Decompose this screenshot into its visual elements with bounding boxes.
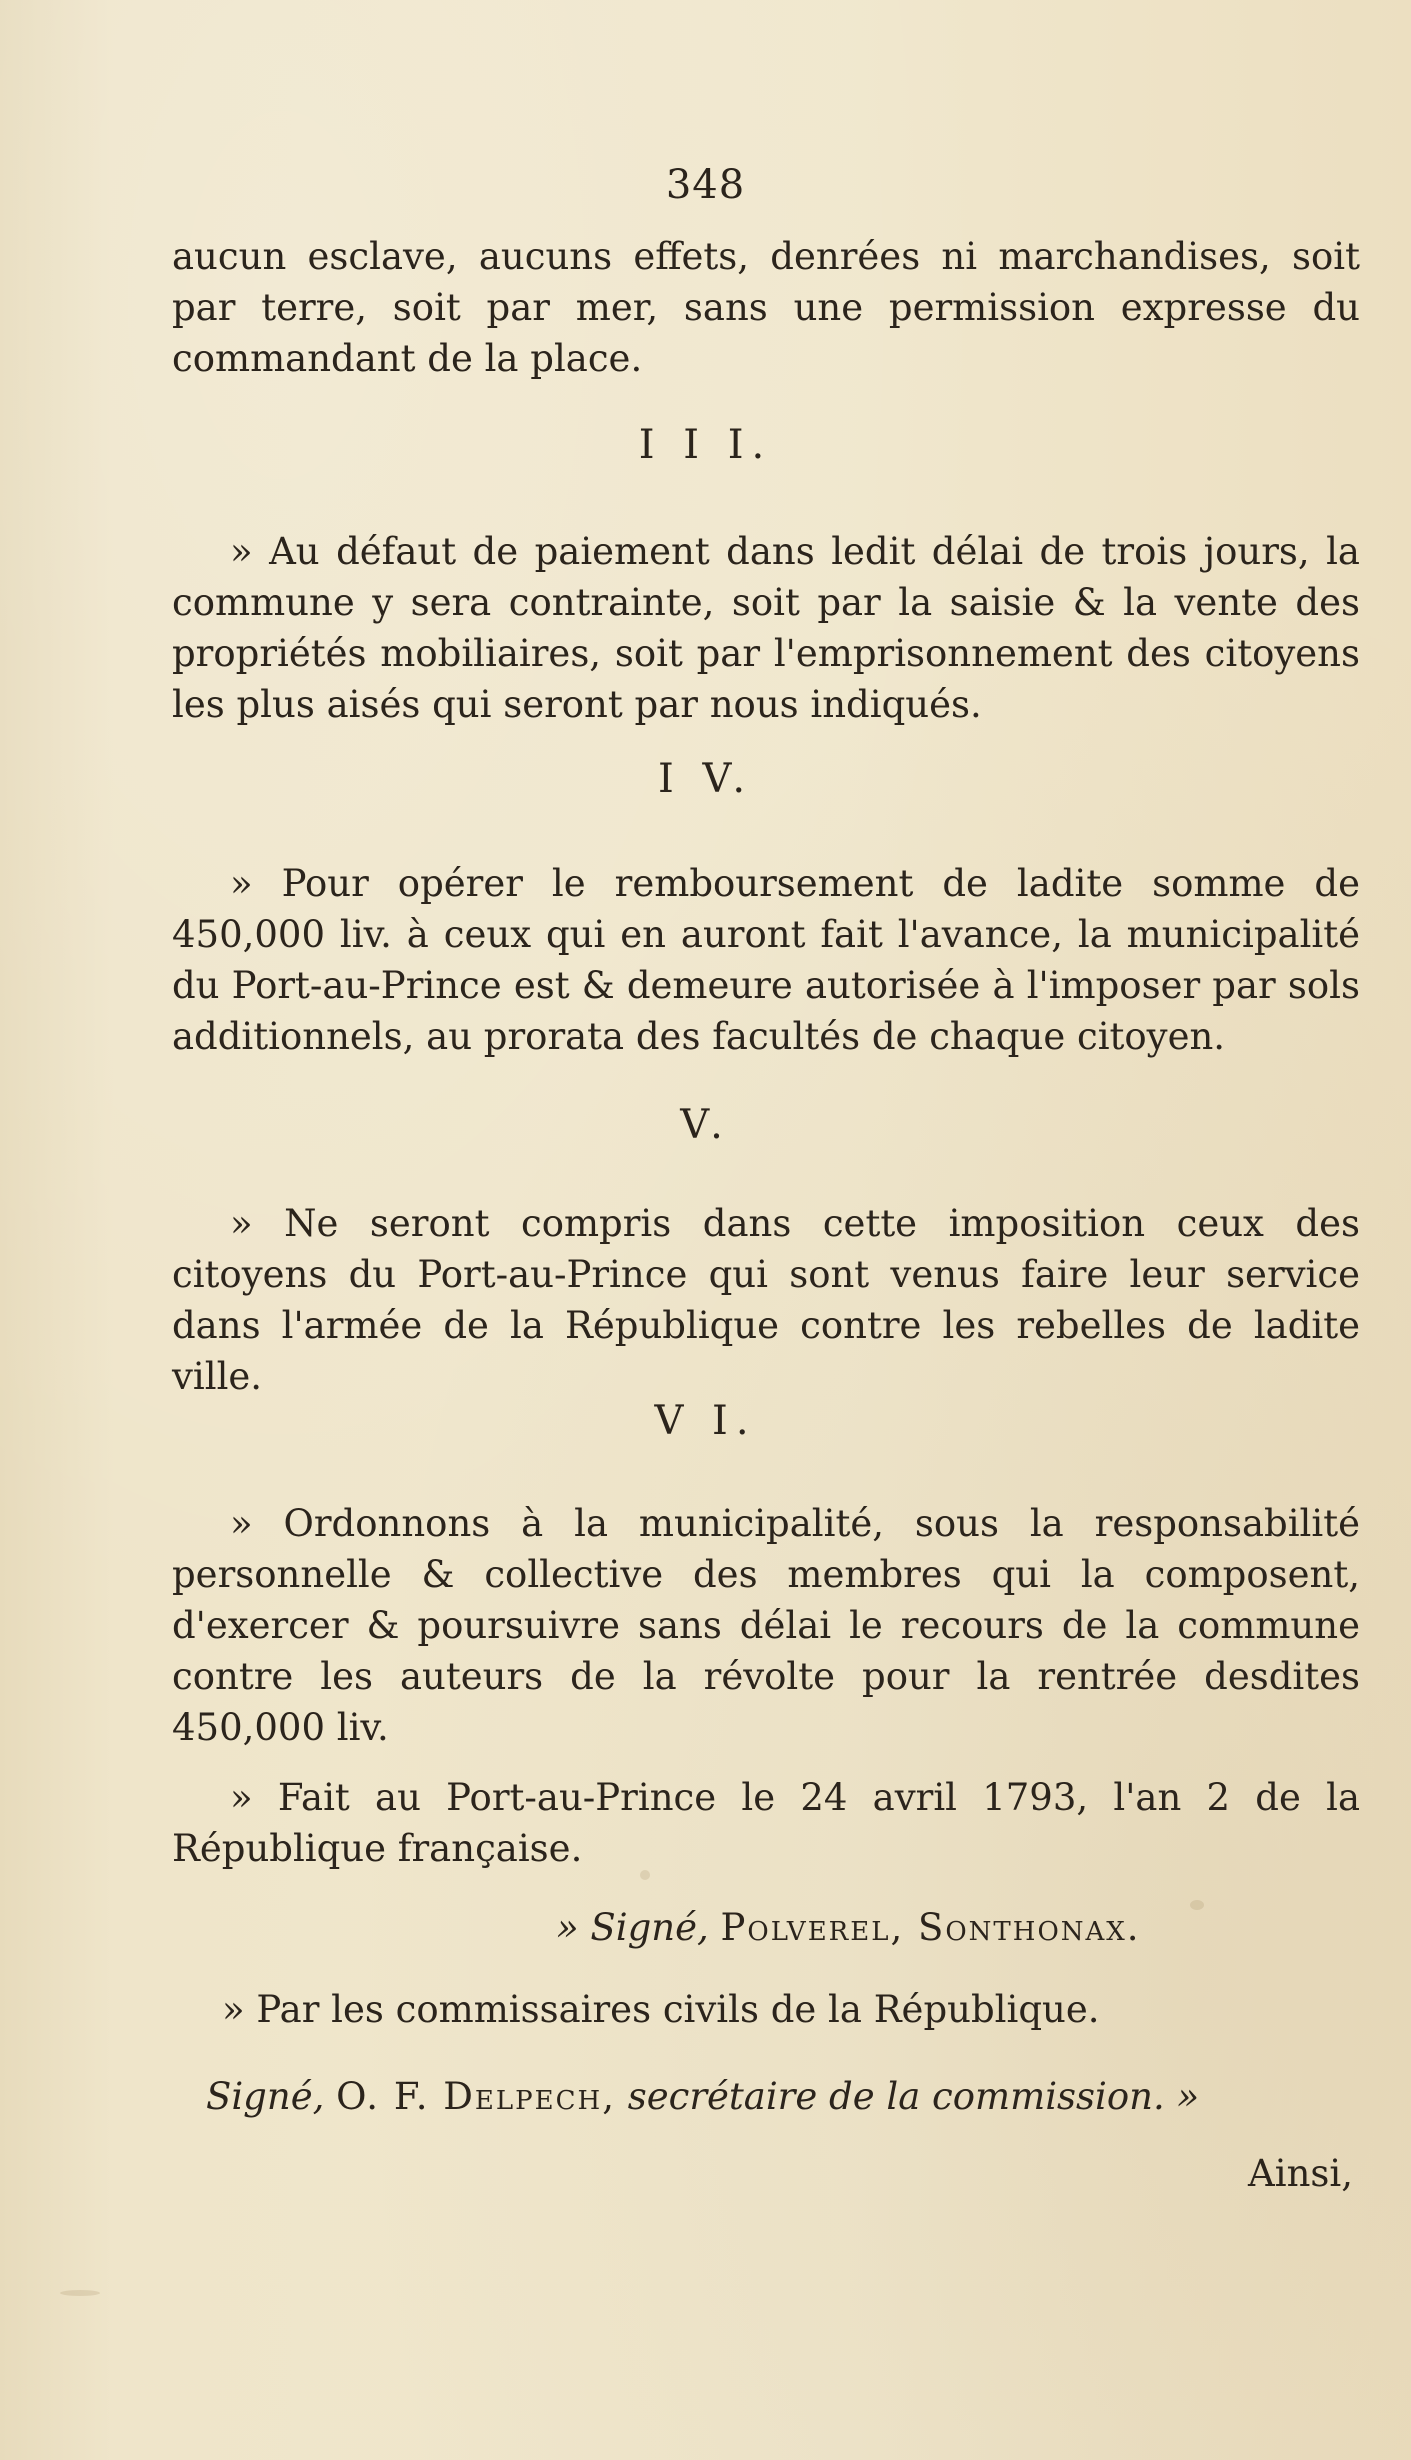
- article-heading-4: I V.: [657, 756, 754, 802]
- signatory-names: Polverel, Sonthonax.: [720, 1906, 1141, 1949]
- secretary-name: O. F. Delpech,: [336, 2075, 616, 2118]
- paper-stain: [1190, 1900, 1204, 1910]
- paragraph-text: aucun esclave, aucuns effets, denrées ni marchandises, soit par terre, soit par mer, sans une permission expresse du commandant de la place.: [172, 235, 1360, 380]
- article-3: [172, 526, 1360, 730]
- article-heading-5: V.: [680, 1102, 731, 1148]
- article-4-text: » Pour opérer le remboursement de ladite somme de 450,000 liv. à ceux qui en auront fait l'avance, la municipalité du Port-au-Prince est & demeure autorisée à l'imposer par sols additionnels, au prorata des facultés de chaque citoyen.: [172, 862, 1360, 1058]
- signature-prefix: » Signé,: [556, 1906, 709, 1949]
- signature-prefix: Signé,: [206, 2075, 325, 2118]
- commissioners-line: » Par les commissaires civils de la République.: [222, 1988, 1100, 2031]
- paragraph-continuation: [172, 231, 1360, 384]
- article-5-text: » Ne seront compris dans cette imposition ceux des citoyens du Port-au-Prince qui sont venus faire leur service dans l'armée de la République contre les rebelles de ladite ville.: [172, 1202, 1360, 1398]
- signature-line-2: [206, 2075, 1199, 2118]
- signature-line-1: [556, 1906, 1141, 1949]
- paper-stain: [60, 2290, 100, 2296]
- article-6-text: » Ordonnons à la municipalité, sous la responsabilité personnelle & collective des membres qui la composent, d'exercer & poursuivre sans délai le recours de la commune contre les auteurs de la révolte pour la rentrée desdites 450,000 liv.: [172, 1502, 1360, 1749]
- dated-clause: [172, 1772, 1360, 1874]
- article-heading-6: V I.: [654, 1398, 757, 1444]
- article-6: [172, 1498, 1360, 1753]
- secretary-title: secrétaire de la commission. »: [627, 2075, 1200, 2118]
- article-heading-3: I I I.: [638, 422, 773, 468]
- article-4: [172, 858, 1360, 1062]
- dated-text: » Fait au Port-au-Prince le 24 avril 1793, l'an 2 de la République française.: [172, 1776, 1360, 1870]
- article-3-text: » Au défaut de paiement dans ledit délai de trois jours, la commune y sera contrainte, soit par la saisie & la vente des propriétés mobiliaires, soit par l'emprisonnement des citoyens les plus aisés qui seront par nous indiqués.: [172, 530, 1360, 726]
- catchword: Ainsi,: [1248, 2152, 1353, 2195]
- article-5: [172, 1198, 1360, 1402]
- page-number: 348: [665, 162, 746, 208]
